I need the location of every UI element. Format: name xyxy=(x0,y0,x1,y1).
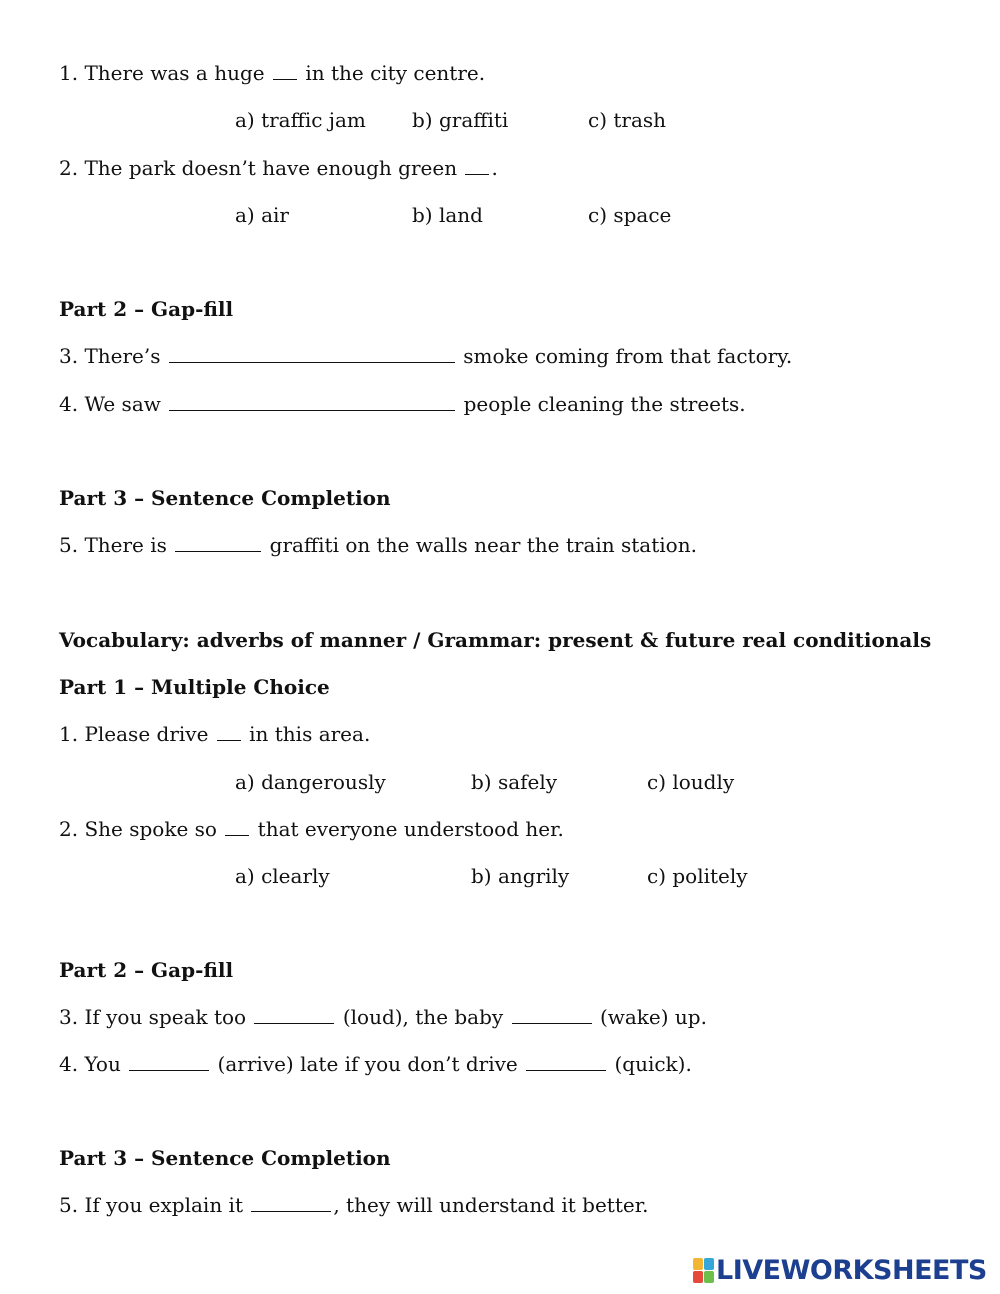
liveworksheets-logo-icon xyxy=(693,1258,713,1282)
answer-blank[interactable] xyxy=(129,1052,209,1071)
question-text: 4. We saw xyxy=(59,392,161,416)
question-text: smoke coming from that factory. xyxy=(463,344,793,368)
question-text: in this area. xyxy=(249,722,371,746)
option-b[interactable]: b) graffiti xyxy=(412,108,509,132)
question-text: 4. You xyxy=(59,1052,121,1076)
answer-blank[interactable] xyxy=(225,817,249,836)
answer-blank[interactable] xyxy=(526,1052,606,1071)
answer-blank[interactable] xyxy=(251,1193,331,1212)
option-a[interactable]: a) dangerously xyxy=(235,770,386,794)
answer-blank[interactable] xyxy=(512,1005,592,1024)
question-text: in the city centre. xyxy=(305,61,486,85)
part-2-heading: Part 2 – Gap-fill xyxy=(59,958,234,982)
question-a5 xyxy=(59,532,697,558)
option-c[interactable]: c) trash xyxy=(588,108,667,132)
option-a[interactable]: a) traffic jam xyxy=(235,108,366,132)
question-text: (wake) up. xyxy=(599,1005,707,1029)
question-text: (loud), the baby xyxy=(342,1005,504,1029)
question-b2 xyxy=(59,816,564,842)
question-a1 xyxy=(59,60,485,86)
question-a4 xyxy=(59,391,746,417)
option-c[interactable]: c) loudly xyxy=(647,770,735,794)
option-b[interactable]: b) safely xyxy=(471,770,558,794)
answer-blank[interactable] xyxy=(273,61,297,80)
question-text: 2. She spoke so xyxy=(59,817,217,841)
question-text: 3. There’s xyxy=(59,344,161,368)
question-b1 xyxy=(59,721,370,747)
question-text: (quick). xyxy=(614,1052,692,1076)
part-1-heading: Part 1 – Multiple Choice xyxy=(59,675,330,699)
question-a3 xyxy=(59,343,792,369)
question-text: . xyxy=(491,156,498,180)
question-b3 xyxy=(59,1004,707,1030)
option-c[interactable]: c) politely xyxy=(647,864,748,888)
question-a2 xyxy=(59,155,498,181)
option-b[interactable]: b) land xyxy=(412,203,483,227)
question-text: , they will understand it better. xyxy=(333,1193,649,1217)
answer-blank[interactable] xyxy=(175,533,261,552)
question-text: 5. There is xyxy=(59,533,167,557)
option-c[interactable]: c) space xyxy=(588,203,672,227)
question-b4 xyxy=(59,1051,692,1077)
question-text: graffiti on the walls near the train station. xyxy=(269,533,697,557)
option-b[interactable]: b) angrily xyxy=(471,864,570,888)
question-text: (arrive) late if you don’t drive xyxy=(217,1052,518,1076)
option-a[interactable]: a) air xyxy=(235,203,289,227)
answer-blank[interactable] xyxy=(465,156,489,175)
part-3-heading: Part 3 – Sentence Completion xyxy=(59,1146,391,1170)
question-text: 3. If you speak too xyxy=(59,1005,247,1029)
question-text: 1. There was a huge xyxy=(59,61,265,85)
question-text: 5. If you explain it xyxy=(59,1193,243,1217)
question-text: 2. The park doesn’t have enough green xyxy=(59,156,458,180)
question-text: people cleaning the streets. xyxy=(463,392,746,416)
section-title: Vocabulary: adverbs of manner / Grammar: present & future real conditionals xyxy=(59,628,932,652)
part-3-heading: Part 3 – Sentence Completion xyxy=(59,486,391,510)
question-text: 1. Please drive xyxy=(59,722,209,746)
liveworksheets-logo xyxy=(693,1255,987,1285)
answer-blank[interactable] xyxy=(169,344,455,363)
option-a[interactable]: a) clearly xyxy=(235,864,330,888)
logo-text: LIVEWORKSHEETS xyxy=(716,1254,987,1286)
question-b5 xyxy=(59,1192,648,1218)
part-2-heading: Part 2 – Gap-fill xyxy=(59,297,234,321)
answer-blank[interactable] xyxy=(254,1005,334,1024)
answer-blank[interactable] xyxy=(217,722,241,741)
answer-blank[interactable] xyxy=(169,392,455,411)
question-text: that everyone understood her. xyxy=(257,817,564,841)
